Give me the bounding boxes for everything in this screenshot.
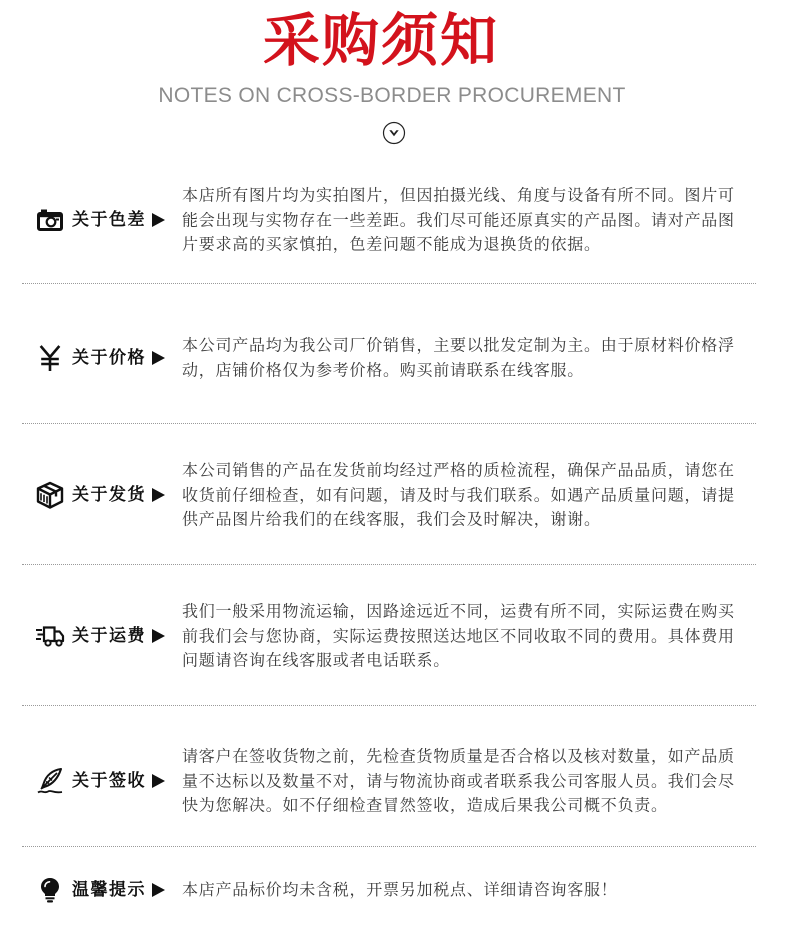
section-body [182,458,735,532]
section-tips [0,850,790,930]
section-shipping [0,455,790,535]
section-body [182,599,735,673]
section-text-line: 能会出现与实物存在一些差距。我们尽可能还原真实的产品图。请对产品图 [182,209,735,229]
triangle-right-icon [152,351,165,365]
lightbulb-icon [35,875,65,905]
dotted-divider [22,423,756,424]
section-text-line: 量不达标以及数量不对，请与物流协商或者联系我公司客服人员。我们会尽 [182,770,735,790]
section-color-difference [0,180,790,260]
triangle-right-icon [152,774,165,788]
section-text-line: 快为您解决。如不仔细检查冒然签收，造成后果我公司概不负责。 [182,795,668,815]
section-label: 关于色差 [72,210,146,230]
section-receipt [0,741,790,821]
page-title: 采购须知 [263,8,499,74]
section-text-line: 动，店铺价格仅为参考价格。购买前请联系在线客服。 [182,360,585,379]
section-body [182,744,735,818]
dotted-divider [22,564,756,565]
camera-icon [35,205,65,235]
section-text-line: 本公司产品均为我公司厂价销售，主要以批发定制为主。由于原材料价格浮 [182,335,735,355]
dotted-divider [22,846,756,847]
triangle-right-icon [152,629,165,643]
section-price [0,318,790,398]
section-text-line: 收货前仔细检查，如有问题，请及时与我们联系。如遇产品质量问题，请提 [182,484,735,504]
page-subtitle: NOTES ON CROSS-BORDER PROCUREMENT [158,84,626,107]
section-text-line: 片要求高的买家慎拍，色差问题不能成为退换货的依据。 [182,234,601,254]
section-body [182,334,735,383]
triangle-right-icon [152,883,165,897]
quill-pen-icon [35,766,65,796]
section-body [182,878,618,903]
section-text-line: 本店产品标价均未含税，开票另加税点、详细请咨询客服！ [182,879,618,899]
section-label: 温馨提示 [72,880,146,900]
section-text-line: 供产品图片给我们的在线客服，我们会及时解决，谢谢。 [182,509,601,529]
section-text-line: 请客户在签收货物之前，先检查货物质量是否合格以及核对数量，如产品质 [182,746,735,766]
section-text-line: 问题请咨询在线客服或者电话联系。 [182,650,451,670]
yen-icon [35,343,65,373]
section-text-line: 本公司销售的产品在发货前均经过严格的质检流程，确保产品品质，请您在 [182,460,735,480]
triangle-right-icon [152,488,165,502]
section-label: 关于发货 [72,485,146,505]
section-text-line: 本店所有图片均为实拍图片，但因拍摄光线、角度与设备有所不同。图片可 [182,185,735,205]
section-text-line: 前我们会与您协商，实际运费按照送达地区不同收取不同的费用。具体费用 [182,625,735,645]
section-body [182,183,735,257]
package-icon [35,480,65,510]
chevron-down-circle-icon [382,121,406,145]
section-freight [0,596,790,676]
section-label: 关于签收 [72,771,146,791]
section-label: 关于价格 [72,348,146,368]
section-text-line: 我们一般采用物流运输，因路途远近不同，运费有所不同，实际运费在购买 [182,601,735,621]
section-label: 关于运费 [72,626,146,646]
triangle-right-icon [152,213,165,227]
dotted-divider [22,283,756,284]
dotted-divider [22,705,756,706]
truck-icon [35,621,65,651]
